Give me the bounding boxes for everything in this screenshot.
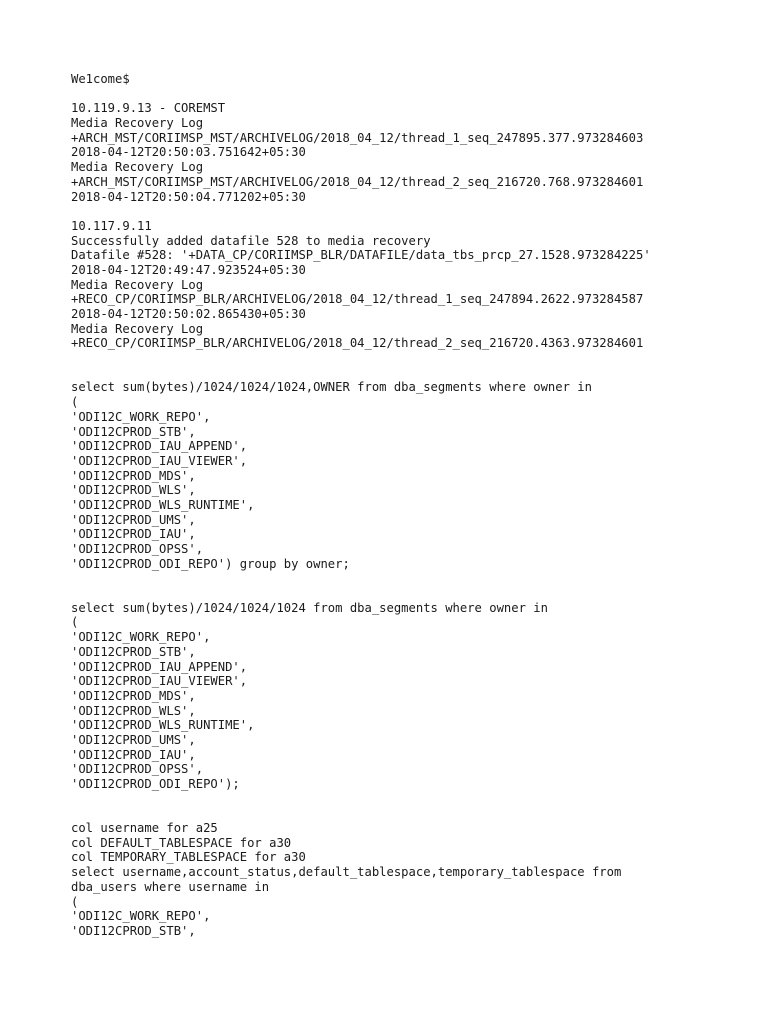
text-line: 2018-04-12T20:50:04.771202+05:30 <box>71 189 306 204</box>
text-line: 'ODI12CPROD_IAU_APPEND', <box>71 439 248 454</box>
text-line: +ARCH_MST/CORIIMSP_MST/ARCHIVELOG/2018_04_12/thread_2_seq_216720.768.973284601 <box>71 174 644 189</box>
text-line: dba_users where username in <box>71 879 270 894</box>
text-line: col DEFAULT_TABLESPACE for a30 <box>71 835 292 850</box>
text-line: 'ODI12CPROD_IAU_VIEWER', <box>71 674 248 689</box>
blank-line <box>71 586 751 601</box>
text-line: 'ODI12CPROD_STB', <box>71 424 196 439</box>
text-line: Media Recovery Log <box>71 116 204 131</box>
text-line: select sum(bytes)/1024/1024/1024 from dba_segments where owner in <box>71 600 548 615</box>
text-line: 'ODI12CPROD_STB', <box>71 923 196 938</box>
text-line: 'ODI12CPROD_WLS', <box>71 703 196 718</box>
text-line: 'ODI12CPROD_OPSS', <box>71 762 204 777</box>
blank-line <box>71 87 751 102</box>
text-line: select sum(bytes)/1024/1024/1024,OWNER from dba_segments where owner in <box>71 380 592 395</box>
text-line: 'ODI12CPROD_WLS_RUNTIME', <box>71 718 255 733</box>
text-line: 'ODI12CPROD_WLS', <box>71 483 196 498</box>
text-line: 'ODI12CPROD_UMS', <box>71 512 196 527</box>
text-line: ( <box>71 395 79 410</box>
text-line: 10.119.9.13 - COREMST <box>71 101 226 116</box>
text-line: 'ODI12CPROD_UMS', <box>71 732 196 747</box>
text-line: We1come$ <box>71 72 130 86</box>
text-line: 'ODI12CPROD_IAU', <box>71 527 196 542</box>
text-line: Media Recovery Log <box>71 321 204 336</box>
text-line: 'ODI12CPROD_IAU_VIEWER', <box>71 453 248 468</box>
text-line: 'ODI12C_WORK_REPO', <box>71 909 211 924</box>
text-line: 'ODI12CPROD_IAU_APPEND', <box>71 659 248 674</box>
text-line: 2018-04-12T20:50:02.865430+05:30 <box>71 307 306 321</box>
text-line: ( <box>71 894 79 909</box>
text-line: Datafile #528: '+DATA_CP/CORIIMSP_BLR/DATAFILE/data_tbs_prcp_27.1528.973284225' <box>71 248 651 263</box>
text-line: Successfully added datafile 528 to media recovery <box>71 233 431 248</box>
text-line: Media Recovery Log <box>71 277 204 292</box>
text-line: 'ODI12C_WORK_REPO', <box>71 630 211 645</box>
blank-line <box>71 204 751 219</box>
blank-line <box>71 792 751 807</box>
text-line: 'ODI12CPROD_WLS_RUNTIME', <box>71 497 255 512</box>
document-page <box>71 72 751 939</box>
text-line: 'ODI12CPROD_ODI_REPO') group by owner; <box>71 556 350 571</box>
text-line: 'ODI12C_WORK_REPO', <box>71 409 211 424</box>
text-line: col TEMPORARY_TABLESPACE for a30 <box>71 850 306 865</box>
blank-line <box>71 571 751 586</box>
text-line: 'ODI12CPROD_ODI_REPO'); <box>71 777 240 791</box>
text-line: 2018-04-12T20:50:03.751642+05:30 <box>71 145 306 160</box>
text-line: 2018-04-12T20:49:47.923524+05:30 <box>71 262 306 277</box>
text-line: ( <box>71 615 79 630</box>
text-line: col username for a25 <box>71 821 218 836</box>
text-line: 'ODI12CPROD_IAU', <box>71 747 196 762</box>
blank-line <box>71 366 751 381</box>
text-line: Media Recovery Log <box>71 160 204 175</box>
text-line: +ARCH_MST/CORIIMSP_MST/ARCHIVELOG/2018_04_12/thread_1_seq_247895.377.973284603 <box>71 130 644 145</box>
blank-line <box>71 351 751 366</box>
text-line: 'ODI12CPROD_MDS', <box>71 468 196 483</box>
text-line: 'ODI12CPROD_OPSS', <box>71 542 204 556</box>
text-line: +RECO_CP/CORIIMSP_BLR/ARCHIVELOG/2018_04_12/thread_2_seq_216720.4363.973284601 <box>71 336 644 351</box>
text-line: 10.117.9.11 <box>71 218 152 233</box>
text-line: +RECO_CP/CORIIMSP_BLR/ARCHIVELOG/2018_04_12/thread_1_seq_247894.2622.973284587 <box>71 292 644 307</box>
text-line: select username,account_status,default_tablespace,temporary_tablespace from <box>71 865 622 880</box>
blank-line <box>71 806 751 821</box>
text-line: 'ODI12CPROD_STB', <box>71 644 196 659</box>
text-line: 'ODI12CPROD_MDS', <box>71 688 196 703</box>
